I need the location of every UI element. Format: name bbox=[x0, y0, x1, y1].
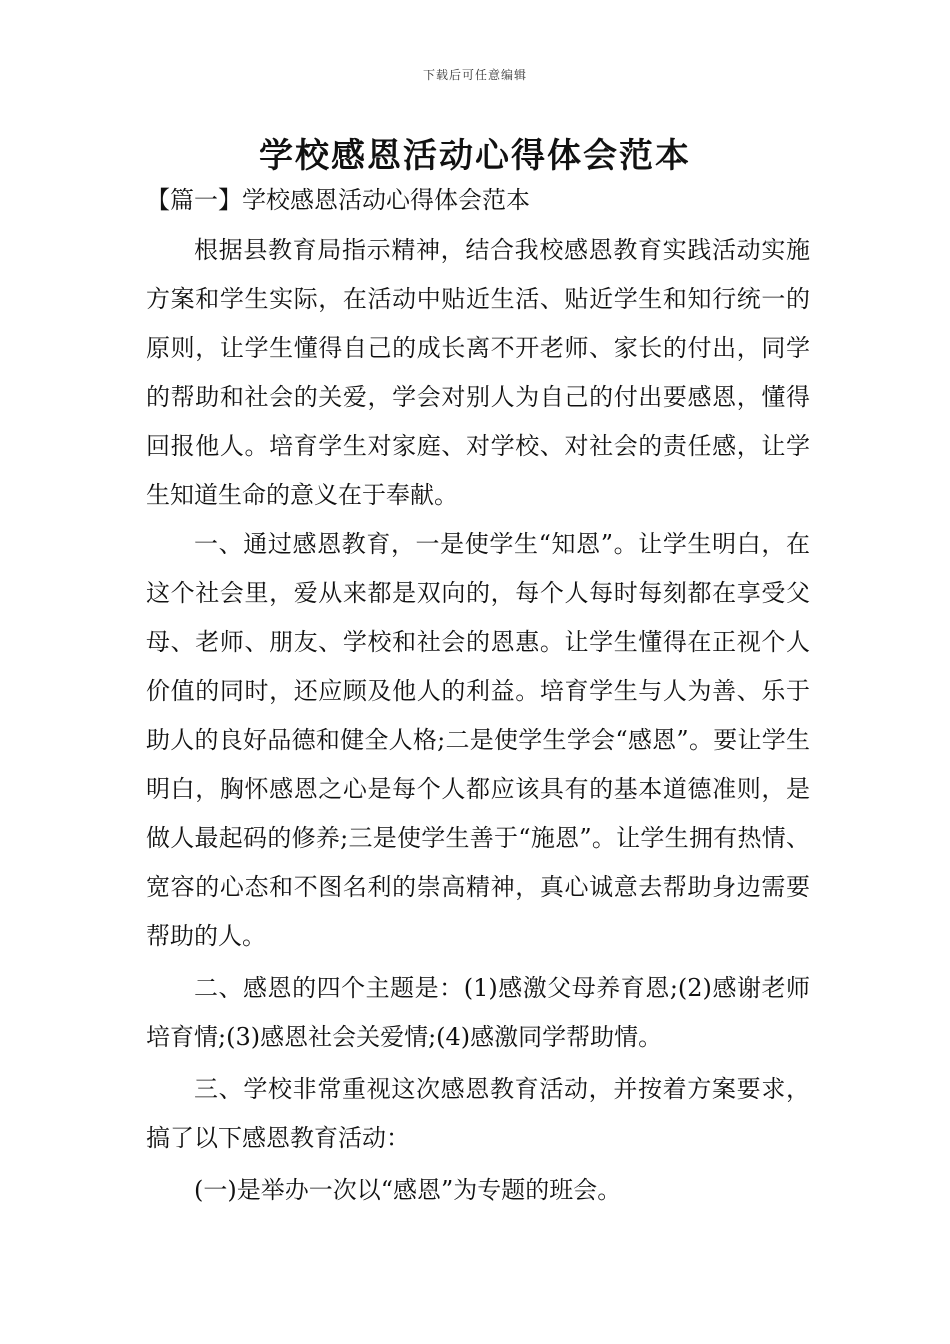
paragraph-point-one: 一、通过感恩教育，一是使学生“知恩”。让学生明白，在这个社会里，爱从来都是双向的，每个人每时每刻都在享受父母、老师、朋友、学校和社会的恩惠。让学生懂得在正视个人价值的同时，还应顾及他人的利益。培育学生与人为善、乐于助人的良好品德和健全人格;二是使学生学会“感恩”。要让学生明白，胸怀感恩之心是每个人都应该具有的基本道德准则，是做人最起码的修养;三是使学生善于“施恩”。让学生拥有热情、宽容的心态和不图名利的崇高精神，真心诚意去帮助身边需要帮助的人。 bbox=[146, 530, 810, 950]
document-title: 学校感恩活动心得体会范本 bbox=[259, 136, 691, 176]
paragraph-intro: 根据县教育局指示精神，结合我校感恩教育实践活动实施方案和学生实际，在活动中贴近生活、贴近学生和知行统一的原则，让学生懂得自己的成长离不开老师、家长的付出，同学的帮助和社会的关爱，学会对别人为自己的付出要感恩，懂得回报他人。培育学生对家庭、对学校、对社会的责任感，让学生知道生命的意义在于奉献。 bbox=[146, 236, 810, 509]
document-body bbox=[146, 226, 810, 1215]
paragraph-point-three: 三、学校非常重视这次感恩教育活动，并按着方案要求，搞了以下感恩教育活动： bbox=[146, 1075, 810, 1152]
paragraph-point-two: 二、感恩的四个主题是：(1)感激父母养育恩;(2)感谢老师培育情;(3)感恩社会关爱情;(4)感激同学帮助情。 bbox=[146, 974, 810, 1051]
section-heading: 【篇一】学校感恩活动心得体会范本 bbox=[146, 186, 530, 214]
header-note: 下载后可任意编辑 bbox=[422, 68, 527, 82]
paragraph-activity-one: (一)是举办一次以“感恩”为专题的班会。 bbox=[194, 1176, 622, 1204]
